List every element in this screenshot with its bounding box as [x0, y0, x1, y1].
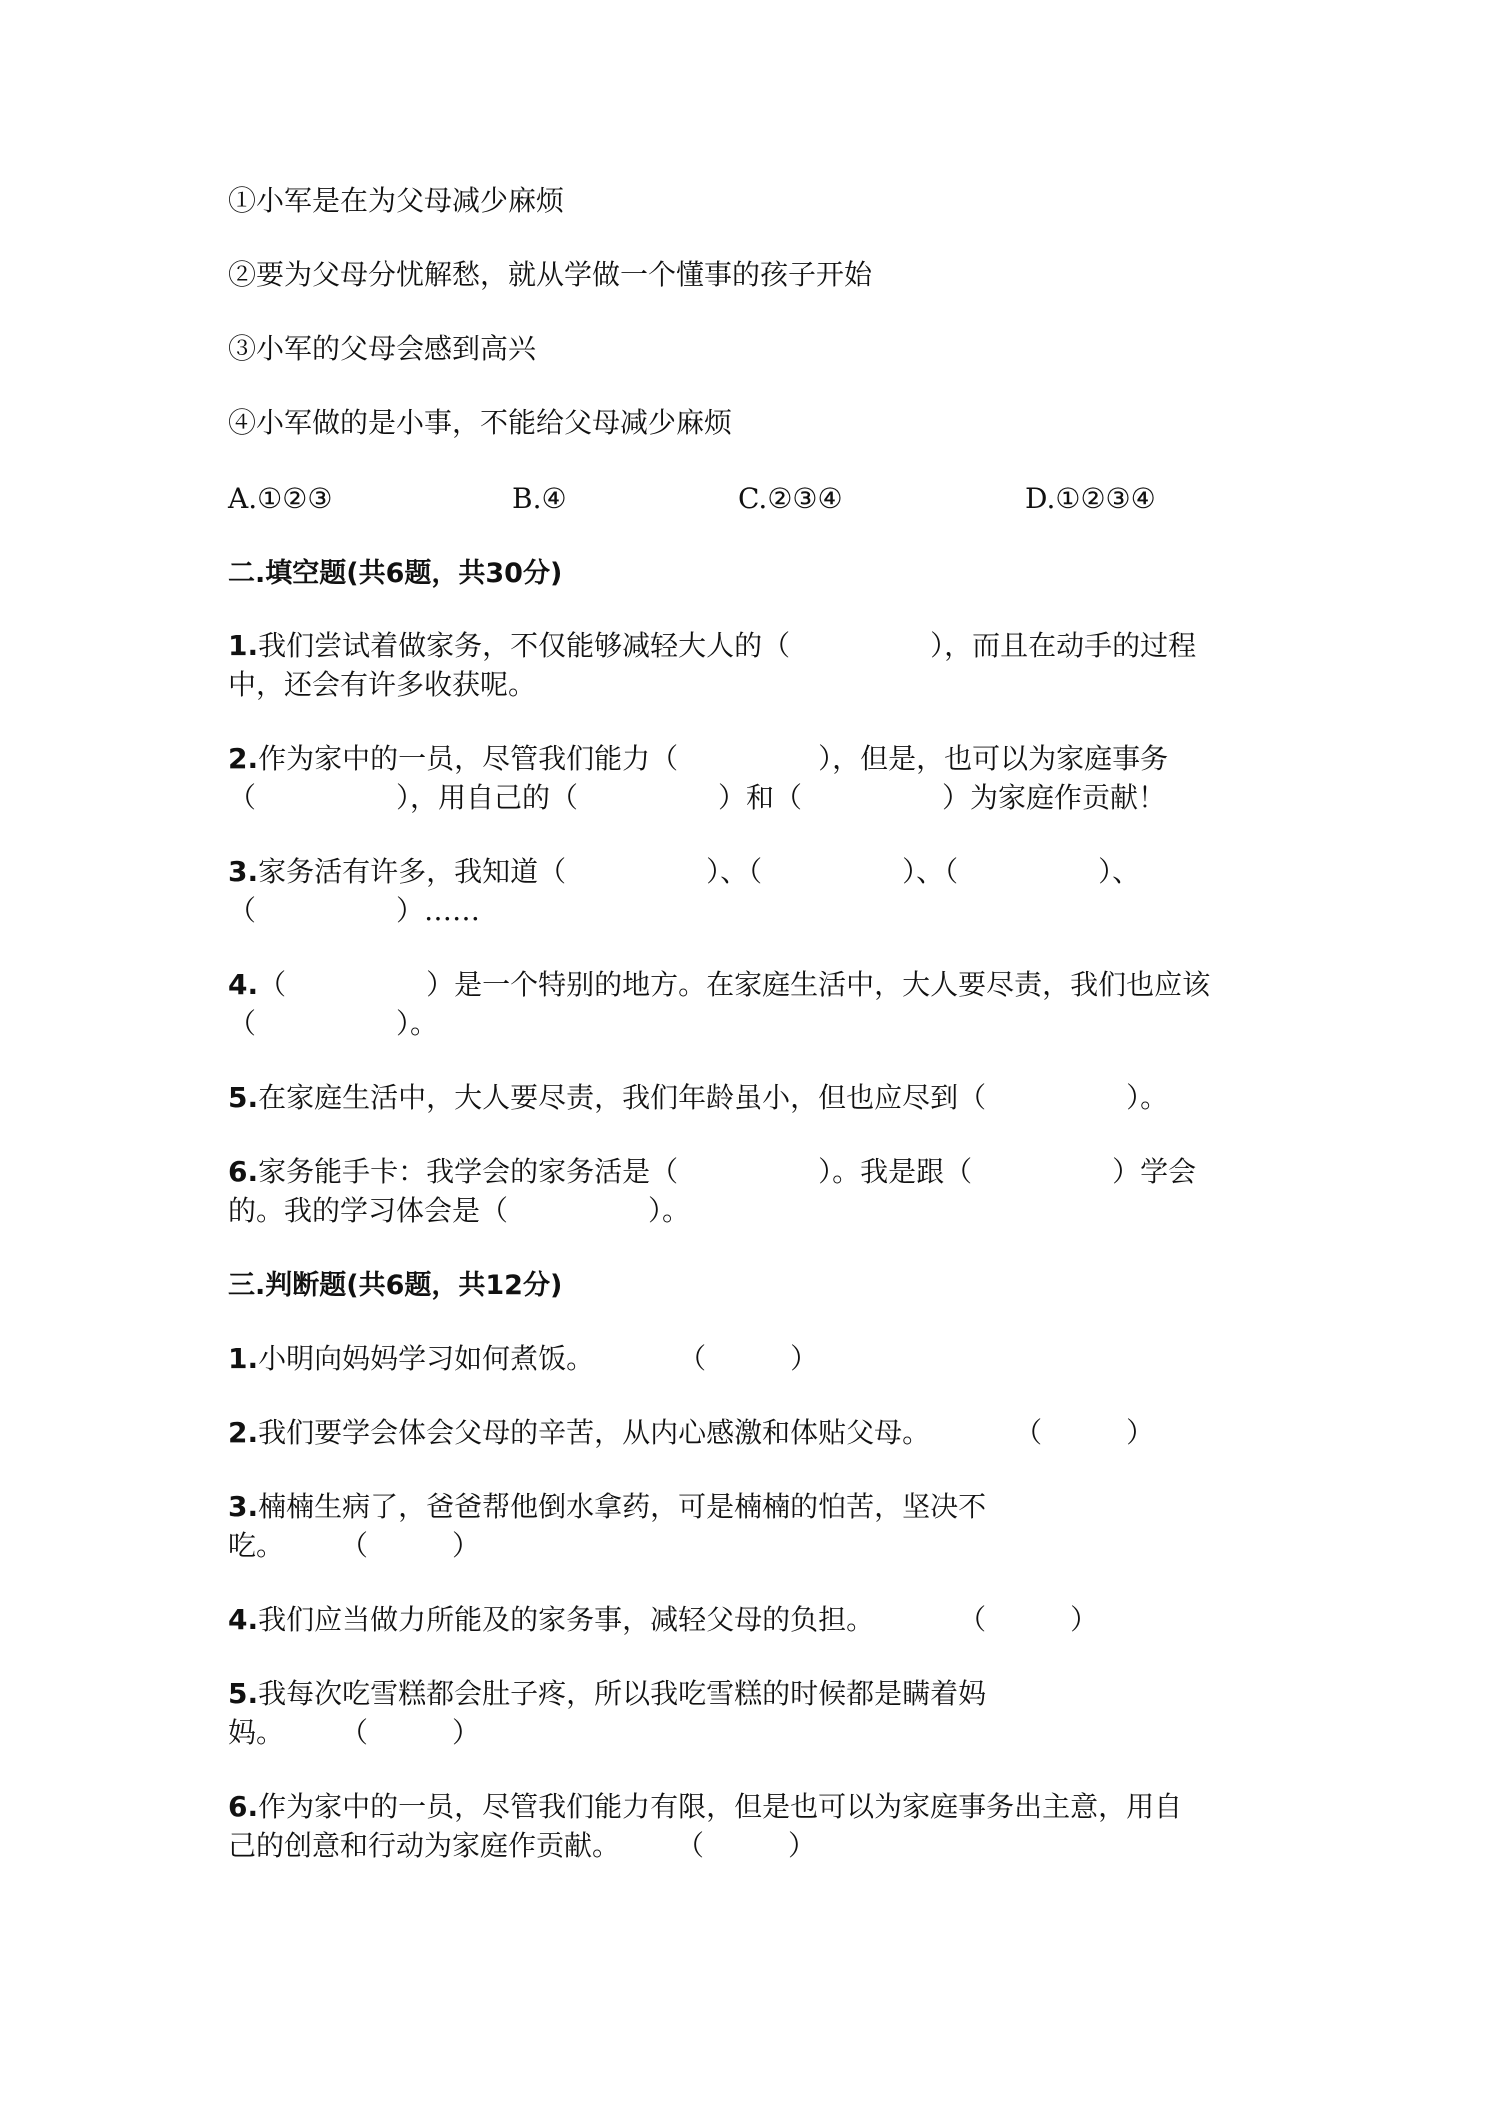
- question-text: 在家庭生活中，大人要尽责，我们年龄虽小，但也应尽到（ ）。: [258, 1081, 1169, 1114]
- question-text: 家务活有许多，我知道（ ）、（ ）、（ ）、: [258, 855, 1141, 888]
- question-text: 我们尝试着做家务，不仅能够减轻大人的（ ），而且在动手的过程: [258, 629, 1197, 662]
- question-number: 2.: [228, 742, 259, 775]
- question-number: 4.: [228, 968, 259, 1001]
- question-text: 作为家中的一员，尽管我们能力（ ），但是，也可以为家庭事务: [258, 742, 1169, 775]
- question-number: 6.: [228, 1790, 259, 1823]
- fill-q2-line1: [228, 740, 1168, 778]
- tf-q3-line2: 吃。 （ ）: [228, 1529, 481, 1562]
- question-number: 2.: [228, 1416, 259, 1449]
- fill-q6-line2: 的。我的学习体会是（ ）。: [228, 1194, 691, 1227]
- statement-1: ①小军是在为父母减少麻烦: [228, 184, 565, 217]
- tf-q6-line1: [228, 1788, 1182, 1826]
- option-d[interactable]: D.①②③④: [1025, 482, 1156, 515]
- statement-3: ③小军的父母会感到高兴: [228, 332, 537, 365]
- tf-q4-line1: [228, 1601, 1098, 1639]
- fill-q4-line1: [228, 966, 1210, 1004]
- section-heading-fill-blank: 二.填空题(共6题，共30分): [228, 558, 563, 589]
- fill-q3-line1: [228, 853, 1140, 891]
- question-text: 作为家中的一员，尽管我们能力有限，但是也可以为家庭事务出主意，用自: [258, 1790, 1183, 1823]
- question-text: 家务能手卡：我学会的家务活是（ ）。我是跟（ ）学会: [258, 1155, 1197, 1188]
- fill-q3-line2: （ ）……: [228, 894, 481, 927]
- question-number: 1.: [228, 629, 259, 662]
- option-a[interactable]: A.①②③: [228, 482, 333, 515]
- fill-q5-line1: [228, 1079, 1168, 1117]
- fill-q2-line2: （ ），用自己的（ ）和（ ）为家庭作贡献！: [228, 781, 1167, 814]
- fill-q6-line1: [228, 1153, 1196, 1191]
- tf-q3-line1: [228, 1488, 986, 1526]
- question-number: 3.: [228, 855, 259, 888]
- answer-options: [0, 480, 1488, 520]
- question-text: 我们要学会体会父母的辛苦，从内心感激和体贴父母。 （ ）: [258, 1416, 1155, 1449]
- question-text: 我们应当做力所能及的家务事，减轻父母的负担。 （ ）: [258, 1603, 1099, 1636]
- tf-q5-line2: 妈。 （ ）: [228, 1716, 481, 1749]
- question-number: 5.: [228, 1081, 259, 1114]
- fill-q1-line1: [228, 627, 1196, 665]
- tf-q2-line1: [228, 1414, 1154, 1452]
- question-number: 3.: [228, 1490, 259, 1523]
- question-number: 1.: [228, 1342, 259, 1375]
- tf-q5-line1: [228, 1675, 986, 1713]
- question-number: 6.: [228, 1155, 259, 1188]
- statement-4: ④小军做的是小事，不能给父母减少麻烦: [228, 406, 733, 439]
- statement-2: ②要为父母分忧解愁，就从学做一个懂事的孩子开始: [228, 258, 873, 291]
- tf-q6-line2: 己的创意和行动为家庭作贡献。 （ ）: [228, 1829, 817, 1862]
- question-number: 5.: [228, 1677, 259, 1710]
- fill-q1-line2: 中，还会有许多收获呢。: [228, 668, 537, 701]
- question-text: （ ）是一个特别的地方。在家庭生活中，大人要尽责，我们也应该: [258, 968, 1211, 1001]
- question-number: 4.: [228, 1603, 259, 1636]
- section-heading-true-false: 三.判断题(共6题，共12分): [228, 1270, 563, 1301]
- option-c[interactable]: C.②③④: [738, 482, 843, 515]
- option-b[interactable]: B.④: [512, 482, 567, 515]
- question-text: 我每次吃雪糕都会肚子疼，所以我吃雪糕的时候都是瞒着妈: [258, 1677, 987, 1710]
- question-text: 楠楠生病了，爸爸帮他倒水拿药，可是楠楠的怕苦，坚决不: [258, 1490, 987, 1523]
- fill-q4-line2: （ ）。: [228, 1007, 439, 1040]
- question-text: 小明向妈妈学习如何煮饭。 （ ）: [258, 1342, 819, 1375]
- tf-q1-line1: [228, 1340, 818, 1378]
